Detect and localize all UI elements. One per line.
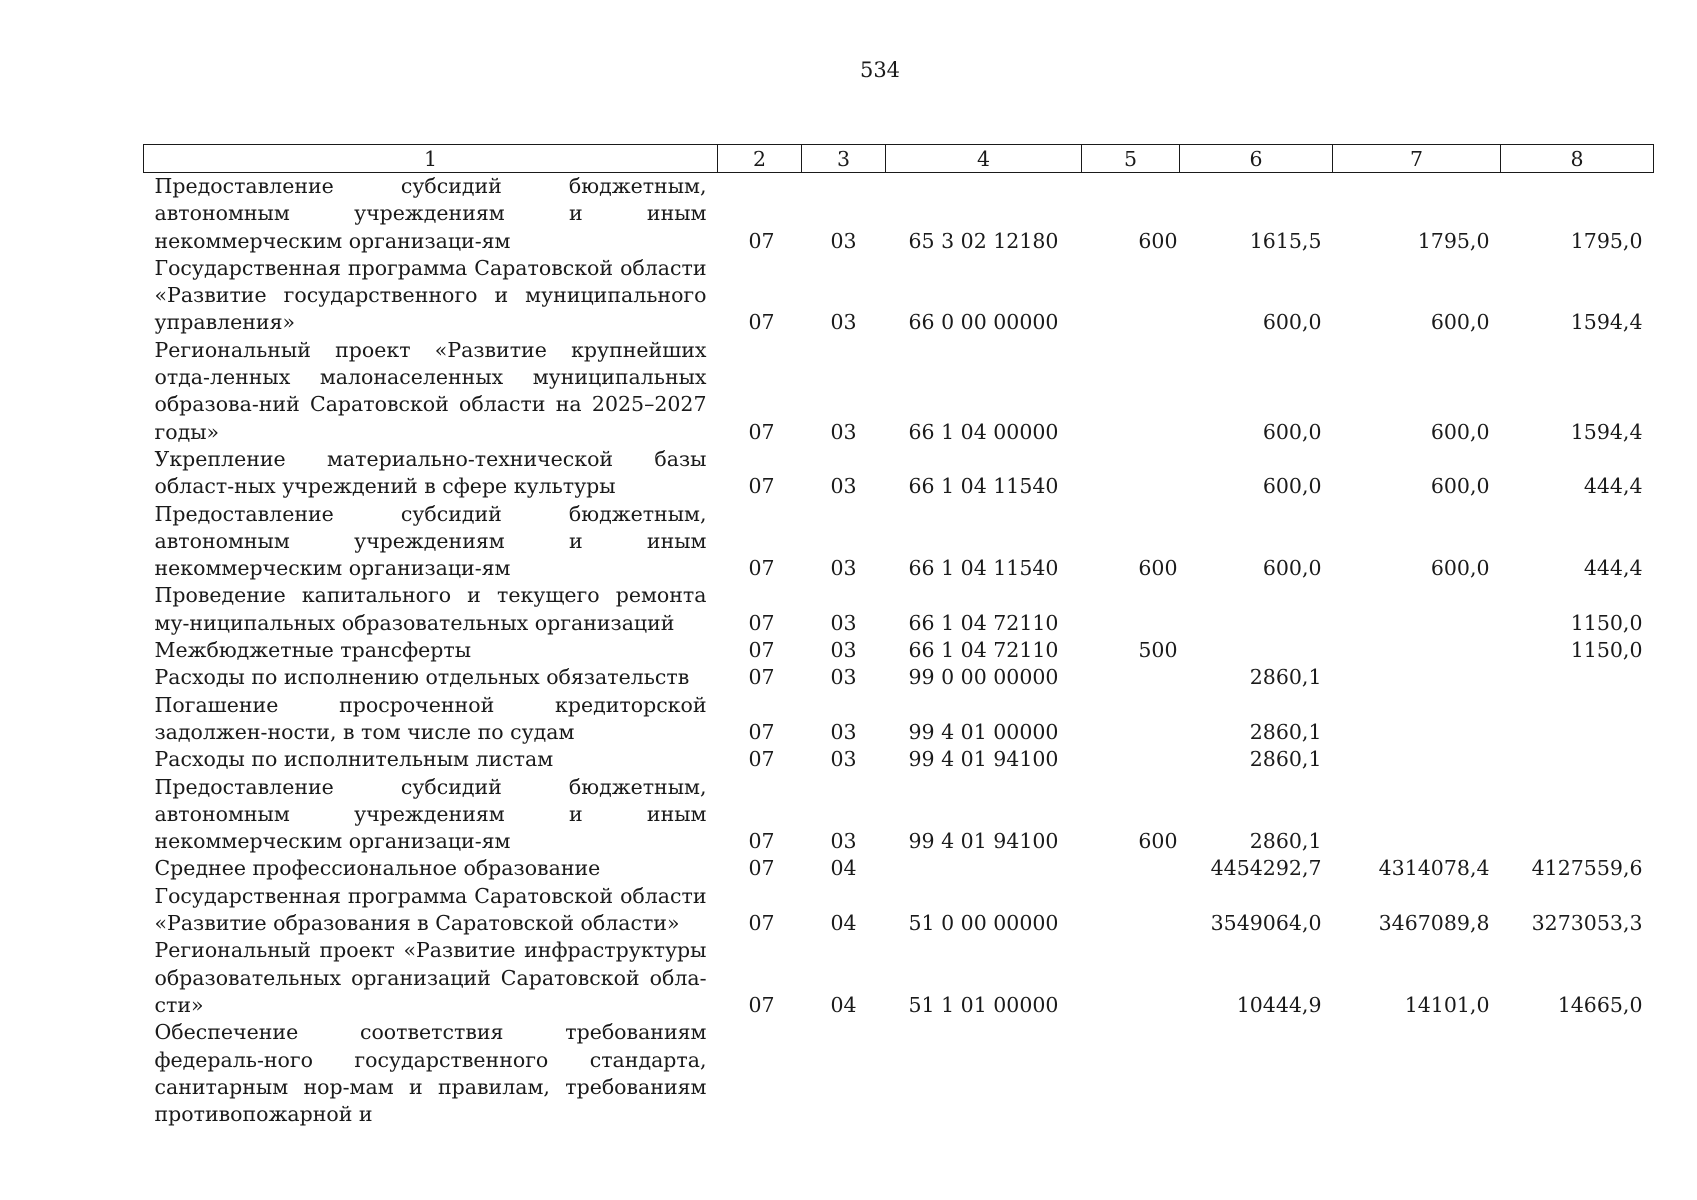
table-header bbox=[144, 145, 1654, 173]
row-subsection: 03 bbox=[830, 474, 857, 499]
row-section: 07 bbox=[748, 911, 775, 936]
column-header-1: 1 bbox=[144, 145, 718, 173]
row-amount-col8 bbox=[1501, 1019, 1654, 1128]
row-expense-type bbox=[1082, 692, 1180, 747]
row-section: 07 bbox=[748, 610, 775, 635]
row-section: 07 bbox=[748, 829, 775, 854]
row-target-code bbox=[886, 1019, 1082, 1128]
row-subsection: 04 bbox=[830, 856, 857, 881]
row-target-code: 51 1 01 00000 bbox=[908, 992, 1059, 1017]
row-name: Предоставление субсидий бюджетным, автономным учреждениям и иным некоммерческим организаци-ям bbox=[154, 174, 707, 253]
row-target-code: 99 4 01 00000 bbox=[908, 719, 1059, 744]
row-amount-col6 bbox=[1180, 582, 1333, 637]
row-section: 07 bbox=[748, 556, 775, 581]
row-subsection: 03 bbox=[830, 747, 857, 772]
row-name: Расходы по исполнению отдельных обязательств bbox=[154, 665, 690, 690]
row-amount-col7 bbox=[1333, 692, 1501, 747]
budget-table bbox=[143, 144, 1654, 1128]
row-amount-col6: 10444,9 bbox=[1236, 992, 1322, 1017]
row-amount-col7: 600,0 bbox=[1430, 310, 1490, 335]
page-number: 534 bbox=[859, 58, 901, 82]
row-amount-col7: 600,0 bbox=[1430, 556, 1490, 581]
row-name: Обеспечение соответствия требованиям федераль-ного государственного стандарта, санитарным нор-мам и правилам, требованиям противопожарной и bbox=[154, 1020, 707, 1127]
row-amount-col8: 14665,0 bbox=[1557, 992, 1643, 1017]
row-amount-col8: 444,4 bbox=[1583, 474, 1643, 499]
table-row bbox=[144, 255, 1654, 337]
row-amount-col8: 1594,4 bbox=[1570, 419, 1643, 444]
row-expense-type bbox=[1082, 582, 1180, 637]
row-name: Межбюджетные трансферты bbox=[154, 638, 472, 663]
row-section: 07 bbox=[748, 638, 775, 663]
row-amount-col6: 4454292,7 bbox=[1210, 856, 1322, 881]
row-amount-col6: 600,0 bbox=[1262, 310, 1322, 335]
row-expense-type bbox=[1082, 937, 1180, 1019]
row-target-code: 66 1 04 72110 bbox=[908, 638, 1059, 663]
row-section: 07 bbox=[748, 992, 775, 1017]
row-amount-col8: 444,4 bbox=[1583, 556, 1643, 581]
row-subsection: 03 bbox=[830, 719, 857, 744]
row-section: 07 bbox=[748, 665, 775, 690]
row-expense-type bbox=[1082, 255, 1180, 337]
row-expense-type: 600 bbox=[1138, 829, 1178, 854]
row-amount-col7: 4314078,4 bbox=[1378, 856, 1490, 881]
row-amount-col6: 600,0 bbox=[1262, 419, 1322, 444]
row-name: Проведение капитального и текущего ремонта му-ниципальных образовательных организаций bbox=[154, 583, 707, 635]
row-target-code: 65 3 02 12180 bbox=[908, 228, 1059, 253]
row-subsection: 03 bbox=[830, 638, 857, 663]
row-amount-col6 bbox=[1180, 1019, 1333, 1128]
row-amount-col8 bbox=[1501, 774, 1654, 856]
table-row bbox=[144, 664, 1654, 691]
row-expense-type: 500 bbox=[1138, 638, 1178, 663]
table-row bbox=[144, 446, 1654, 501]
row-section: 07 bbox=[748, 747, 775, 772]
row-target-code: 66 1 04 00000 bbox=[908, 419, 1059, 444]
row-amount-col7 bbox=[1333, 582, 1501, 637]
row-subsection: 03 bbox=[830, 310, 857, 335]
column-header-4: 4 bbox=[886, 145, 1082, 173]
row-section: 07 bbox=[748, 856, 775, 881]
row-name: Региональный проект «Развитие крупнейших отда-ленных малонаселенных муниципальных образова-ний Саратовской области на 2025–2027 годы» bbox=[154, 337, 707, 444]
row-amount-col7 bbox=[1333, 1019, 1501, 1128]
row-subsection: 03 bbox=[830, 228, 857, 253]
row-amount-col6: 3549064,0 bbox=[1210, 911, 1322, 936]
row-section: 07 bbox=[748, 310, 775, 335]
row-amount-col7 bbox=[1333, 774, 1501, 856]
header-row bbox=[144, 145, 1654, 173]
row-name: Погашение просроченной кредиторской задолжен-ности, в том числе по судам bbox=[154, 692, 707, 744]
row-expense-type bbox=[1082, 446, 1180, 501]
row-target-code bbox=[886, 855, 1082, 882]
row-expense-type bbox=[1082, 337, 1180, 446]
row-amount-col8: 1795,0 bbox=[1570, 228, 1643, 253]
row-subsection: 03 bbox=[830, 665, 857, 690]
row-amount-col6: 600,0 bbox=[1262, 556, 1322, 581]
table-row bbox=[144, 883, 1654, 938]
row-expense-type bbox=[1082, 855, 1180, 882]
row-amount-col6: 1615,5 bbox=[1249, 228, 1322, 253]
column-header-6: 6 bbox=[1180, 145, 1333, 173]
table-row bbox=[144, 937, 1654, 1019]
column-header-2: 2 bbox=[718, 145, 802, 173]
row-section bbox=[718, 1019, 802, 1128]
row-subsection: 04 bbox=[830, 911, 857, 936]
row-expense-type: 600 bbox=[1138, 228, 1178, 253]
row-target-code: 51 0 00 00000 bbox=[908, 911, 1059, 936]
row-amount-col6: 2860,1 bbox=[1249, 665, 1322, 690]
row-section: 07 bbox=[748, 228, 775, 253]
row-target-code: 99 0 00 00000 bbox=[908, 665, 1059, 690]
row-amount-col7 bbox=[1333, 664, 1501, 691]
row-subsection: 03 bbox=[830, 419, 857, 444]
column-header-7: 7 bbox=[1333, 145, 1501, 173]
row-amount-col8: 1594,4 bbox=[1570, 310, 1643, 335]
table-row bbox=[144, 746, 1654, 773]
row-amount-col8 bbox=[1501, 746, 1654, 773]
row-subsection: 03 bbox=[830, 610, 857, 635]
table-row bbox=[144, 337, 1654, 446]
table-row bbox=[144, 637, 1654, 664]
row-amount-col7 bbox=[1333, 746, 1501, 773]
row-subsection: 04 bbox=[830, 992, 857, 1017]
row-section: 07 bbox=[748, 474, 775, 499]
row-subsection: 03 bbox=[830, 829, 857, 854]
row-expense-type bbox=[1082, 883, 1180, 938]
column-header-8: 8 bbox=[1501, 145, 1654, 173]
row-expense-type bbox=[1082, 1019, 1180, 1128]
table-row bbox=[144, 173, 1654, 255]
table-row bbox=[144, 1019, 1654, 1128]
table-row bbox=[144, 774, 1654, 856]
row-name: Предоставление субсидий бюджетным, автономным учреждениям и иным некоммерческим организаци-ям bbox=[154, 501, 707, 581]
row-target-code: 66 1 04 11540 bbox=[908, 556, 1059, 581]
row-amount-col7: 600,0 bbox=[1430, 419, 1490, 444]
row-expense-type bbox=[1082, 746, 1180, 773]
row-amount-col7: 1795,0 bbox=[1417, 228, 1490, 253]
row-target-code: 99 4 01 94100 bbox=[908, 747, 1059, 772]
row-amount-col7 bbox=[1333, 637, 1501, 664]
table-row bbox=[144, 501, 1654, 583]
row-subsection bbox=[802, 1019, 886, 1128]
row-amount-col8 bbox=[1501, 692, 1654, 747]
row-target-code: 99 4 01 94100 bbox=[908, 829, 1059, 854]
row-amount-col6: 2860,1 bbox=[1249, 747, 1322, 772]
row-section: 07 bbox=[748, 719, 775, 744]
table-row bbox=[144, 692, 1654, 747]
row-amount-col8 bbox=[1501, 664, 1654, 691]
row-amount-col8: 1150,0 bbox=[1570, 610, 1643, 635]
column-header-3: 3 bbox=[802, 145, 886, 173]
row-amount-col8: 4127559,6 bbox=[1531, 856, 1643, 881]
row-amount-col7: 3467089,8 bbox=[1378, 911, 1490, 936]
row-amount-col6: 600,0 bbox=[1262, 474, 1322, 499]
row-target-code: 66 1 04 72110 bbox=[908, 610, 1059, 635]
row-target-code: 66 0 00 00000 bbox=[908, 310, 1059, 335]
row-name: Расходы по исполнительным листам bbox=[154, 747, 554, 772]
row-name: Среднее профессиональное образование bbox=[154, 856, 601, 881]
row-name: Укрепление материально-технической базы област-ных учреждений в сфере культуры bbox=[154, 446, 707, 499]
table-row bbox=[144, 582, 1654, 637]
table-body bbox=[144, 173, 1654, 1129]
row-amount-col8: 3273053,3 bbox=[1531, 911, 1643, 936]
row-target-code: 66 1 04 11540 bbox=[908, 474, 1059, 499]
row-amount-col6 bbox=[1180, 637, 1333, 664]
row-amount-col8: 1150,0 bbox=[1570, 638, 1643, 663]
row-name: Предоставление субсидий бюджетным, автономным учреждениям и иным некоммерческим организаци-ям bbox=[154, 774, 707, 854]
row-amount-col7: 14101,0 bbox=[1404, 992, 1490, 1017]
column-header-5: 5 bbox=[1082, 145, 1180, 173]
row-subsection: 03 bbox=[830, 556, 857, 581]
row-section: 07 bbox=[748, 419, 775, 444]
table-row bbox=[144, 855, 1654, 882]
row-name: Государственная программа Саратовской области «Развитие государственного и муниципального управления» bbox=[154, 255, 707, 335]
row-name: Региональный проект «Развитие инфраструктуры образовательных организаций Саратовской обла-сти» bbox=[154, 938, 707, 1017]
row-name: Государственная программа Саратовской области «Развитие образования в Саратовской области» bbox=[154, 883, 707, 936]
row-amount-col6: 2860,1 bbox=[1249, 719, 1322, 744]
row-expense-type: 600 bbox=[1138, 556, 1178, 581]
row-amount-col7: 600,0 bbox=[1430, 474, 1490, 499]
row-amount-col6: 2860,1 bbox=[1249, 829, 1322, 854]
row-expense-type bbox=[1082, 664, 1180, 691]
